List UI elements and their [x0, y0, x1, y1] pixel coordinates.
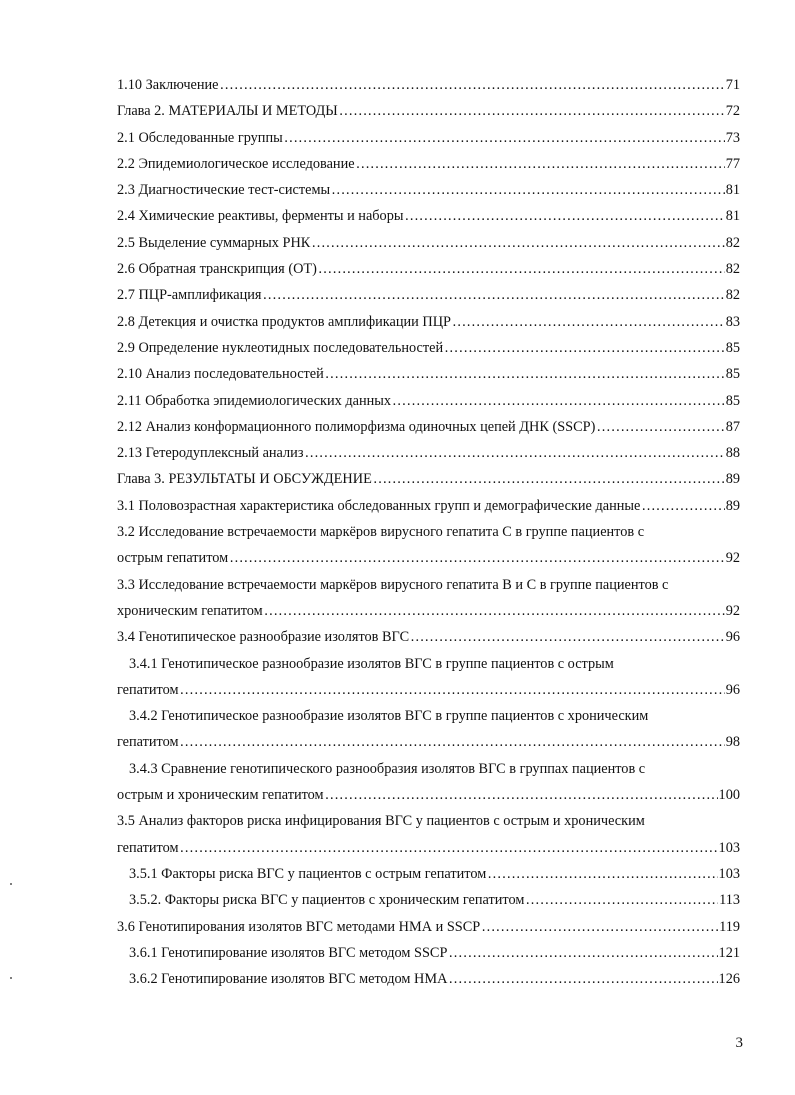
- toc-leader: [448, 940, 717, 966]
- toc-entry-page: 103: [718, 865, 740, 882]
- toc-entry-line1: [117, 703, 740, 729]
- toc-leader: [525, 887, 718, 913]
- toc-entry-title: 2.4 Химические реактивы, ферменты и наборы: [117, 208, 404, 225]
- toc-leader: [339, 98, 725, 124]
- toc-entry-title: 1.10 Заключение: [117, 77, 219, 93]
- toc-entry-title-cont: хроническим гепатитом: [117, 602, 263, 619]
- toc-entry-page: 89: [725, 471, 740, 488]
- toc-leader: [444, 335, 725, 361]
- toc-entry-title: 2.13 Гетеродуплексный анализ: [117, 445, 304, 462]
- toc-leader: [331, 177, 725, 203]
- toc-entry-page: 121: [718, 944, 740, 961]
- toc-entry: [117, 125, 740, 151]
- toc-entry: [117, 230, 740, 256]
- toc-entry-title: 3.1 Половозрастная характеристика обследованных групп и демографические данные: [117, 497, 641, 514]
- toc-entry-title-cont: острым и хроническим гепатитом: [117, 787, 324, 804]
- toc-entry-page: 92: [725, 602, 740, 619]
- toc-entry-line1: [117, 519, 740, 545]
- toc-entry-page: 72: [725, 103, 740, 120]
- toc-entry-title: 2.8 Детекция и очистка продуктов амплификации ПЦР: [117, 313, 451, 330]
- toc-entry: [117, 309, 740, 335]
- toc-entry: [117, 887, 740, 913]
- toc-entry-line2: [117, 729, 740, 755]
- toc-leader: [373, 466, 725, 492]
- toc-leader: [448, 966, 717, 992]
- scan-speck: [10, 977, 12, 979]
- toc-entry-title-cont: гепатитом: [117, 681, 179, 698]
- toc-entry: [117, 98, 740, 124]
- toc-entry: [117, 72, 740, 98]
- toc-entry-title: 2.10 Анализ последовательностей: [117, 366, 324, 383]
- toc-entry: [117, 414, 740, 440]
- toc-entry-line1: [117, 572, 740, 598]
- toc-entry-title: 3.5.1 Факторы риска ВГС у пациентов с острым гепатитом: [129, 865, 487, 882]
- toc-entry: [117, 282, 740, 308]
- toc-entry-page: 73: [725, 129, 740, 146]
- scan-speck: [10, 883, 12, 885]
- toc-entry-page: 92: [725, 550, 740, 567]
- toc-entry: [117, 151, 740, 177]
- toc-entry-title: 2.12 Анализ конформационного полиморфизма одиночных цепей ДНК (SSCP): [117, 418, 596, 435]
- toc-entry-title: 3.4.1 Генотипическое разнообразие изолятов ВГС в группе пациентов с острым: [129, 655, 614, 672]
- toc-entry-title: 2.5 Выделение суммарных РНК: [117, 234, 311, 251]
- toc-leader: [596, 414, 724, 440]
- toc-leader: [311, 230, 724, 256]
- toc-entry-title: 3.6.1 Генотипирование изолятов ВГС методом SSCP: [129, 944, 448, 961]
- toc-entry-title-cont: гепатитом: [117, 839, 179, 856]
- toc-entry-page: 103: [718, 839, 740, 856]
- toc-entry-page: 100: [718, 787, 740, 804]
- toc-entry: [117, 440, 740, 466]
- toc-leader: [325, 361, 725, 387]
- toc-entry-page: 85: [725, 339, 740, 356]
- toc-entry: [117, 466, 740, 492]
- toc-entry: [117, 861, 740, 887]
- toc-entry-title: 3.6.2 Генотипирование изолятов ВГС методом НМА: [129, 971, 448, 988]
- toc-entry-title: 3.3 Исследование встречаемости маркёров вирусного гепатита В и С в группе пациентов с: [117, 576, 669, 593]
- toc-leader: [392, 388, 725, 414]
- toc-leader: [304, 440, 724, 466]
- toc-entry: [117, 914, 740, 940]
- toc-entry-title: 3.5 Анализ факторов риска инфицирования ВГС у пациентов с острым и хроническим: [117, 813, 645, 830]
- toc-entry-title: 2.3 Диагностические тест-системы: [117, 182, 331, 199]
- toc-entry-page: 119: [719, 918, 740, 935]
- toc-leader: [220, 72, 725, 98]
- toc-entry-page: 81: [725, 208, 740, 225]
- toc-entry-page: 89: [725, 497, 740, 514]
- toc-leader: [229, 545, 725, 571]
- toc-entry-title: 3.6 Генотипирования изолятов ВГС методами НМА и SSCP: [117, 918, 481, 935]
- toc-entry-page: 96: [725, 629, 740, 646]
- toc-leader: [404, 203, 724, 229]
- toc-entry: [117, 361, 740, 387]
- toc-leader: [487, 861, 717, 887]
- toc-entry-page: 126: [718, 971, 740, 988]
- toc-entry-page: 85: [725, 392, 740, 409]
- toc-entry: [117, 493, 740, 519]
- toc-entry-title: 3.5.2. Факторы риска ВГС у пациентов с хроническим гепатитом: [129, 892, 525, 909]
- toc-entry-page: 87: [725, 418, 740, 435]
- toc-leader: [356, 151, 725, 177]
- toc-leader: [410, 624, 725, 650]
- toc-entry-page: 98: [725, 734, 740, 751]
- toc-leader: [180, 729, 725, 755]
- toc-entry-title: Глава 3. РЕЗУЛЬТАТЫ И ОБСУЖДЕНИЕ: [117, 471, 372, 488]
- toc-entry-line1: [117, 651, 740, 677]
- toc-entry-line2: [117, 782, 740, 808]
- toc-leader: [641, 493, 724, 519]
- toc-entry: [117, 966, 740, 992]
- toc-entry: [117, 388, 740, 414]
- toc-entry-page: 82: [725, 261, 740, 278]
- toc-entry-page: 81: [725, 182, 740, 199]
- toc-entry-page: 82: [725, 287, 740, 304]
- toc-entry-page: 71: [725, 77, 740, 93]
- toc-leader: [180, 677, 725, 703]
- toc-entry: [117, 256, 740, 282]
- toc-entry: [117, 177, 740, 203]
- toc-entry-page: 77: [725, 155, 740, 172]
- toc-entry-page: 96: [725, 681, 740, 698]
- toc-entry-line1: [117, 808, 740, 834]
- toc-entry-title: 2.1 Обследованные группы: [117, 129, 283, 146]
- toc-entry-title: 2.6 Обратная транскрипция (ОТ): [117, 261, 317, 278]
- page-number: 3: [735, 1035, 743, 1051]
- toc-entry-line2: [117, 677, 740, 703]
- toc-entry-line1: [117, 756, 740, 782]
- toc-entry-line2: [117, 835, 740, 861]
- toc-entry-title: Глава 2. МАТЕРИАЛЫ И МЕТОДЫ: [117, 103, 338, 120]
- toc-leader: [452, 309, 725, 335]
- table-of-contents: [117, 72, 740, 992]
- toc-entry-title-cont: гепатитом: [117, 734, 179, 751]
- toc-leader: [264, 598, 725, 624]
- toc-entry: [117, 624, 740, 650]
- toc-entry-title: 3.4.3 Сравнение генотипического разнообразия изолятов ВГС в группах пациентов с: [129, 760, 646, 777]
- toc-leader: [180, 835, 718, 861]
- toc-entry-page: 88: [725, 445, 740, 462]
- toc-entry-title: 2.11 Обработка эпидемиологических данных: [117, 392, 392, 409]
- toc-leader: [325, 782, 718, 808]
- toc-entry-page: 85: [725, 366, 740, 383]
- toc-entry-title: 2.9 Определение нуклеотидных последовательностей: [117, 339, 444, 356]
- toc-entry-title: 3.4.2 Генотипическое разнообразие изолятов ВГС в группе пациентов с хроническим: [129, 708, 649, 725]
- toc-leader: [263, 282, 725, 308]
- toc-entry-title: 2.2 Эпидемиологическое исследование: [117, 155, 355, 172]
- toc-entry-line2: [117, 598, 740, 624]
- toc-entry-page: 83: [725, 313, 740, 330]
- toc-entry: [117, 335, 740, 361]
- toc-entry-page: 82: [725, 234, 740, 251]
- toc-leader: [481, 914, 718, 940]
- toc-entry-page: 113: [719, 892, 740, 909]
- toc-entry-title: 2.7 ПЦР-амплификация: [117, 287, 262, 304]
- toc-leader: [318, 256, 725, 282]
- toc-entry-title-cont: острым гепатитом: [117, 550, 229, 567]
- toc-entry: [117, 940, 740, 966]
- toc-entry-line2: [117, 545, 740, 571]
- toc-entry: [117, 203, 740, 229]
- toc-leader: [284, 125, 725, 151]
- toc-entry-title: 3.2 Исследование встречаемости маркёров вирусного гепатита С в группе пациентов с: [117, 524, 645, 541]
- toc-entry-title: 3.4 Генотипическое разнообразие изолятов ВГС: [117, 629, 410, 646]
